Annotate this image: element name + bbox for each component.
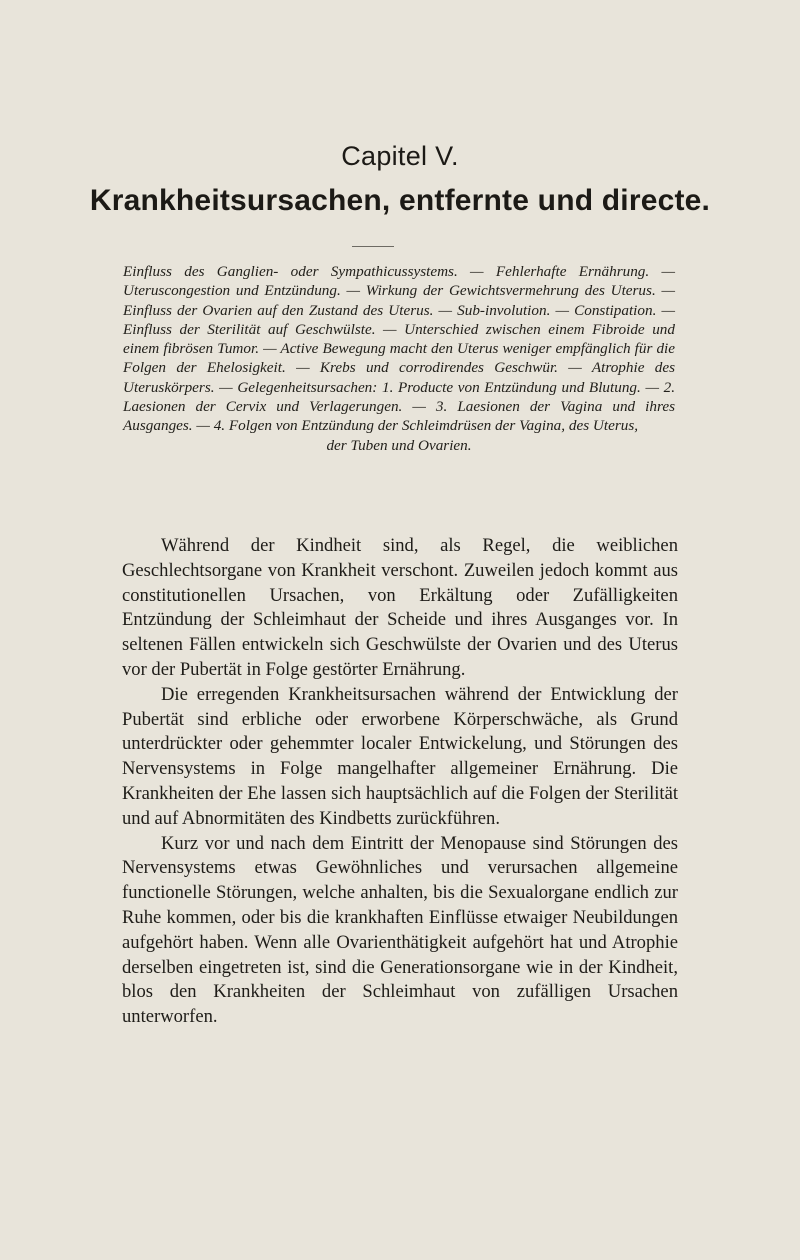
paragraph-3: Kurz vor und nach dem Eintritt der Menopause sind Störungen des Nervensystems etwas Gewöhnliches und verursachen allgemeine functionelle Störungen, welche anhalten, bis die Sexualorgane endlich zur Ruhe kommen, oder bis die krankhaften Einflüsse etwaiger Neubildungen aufgehört haben. Wenn alle Ovarienthätigkeit aufgehört hat und Atrophie derselben eingetreten ist, sind die Generationsorgane wie in der Kindheit, blos den Krankheiten der Schleimhaut von zufälligen Ursachen unterworfen. (122, 832, 678, 1028)
body-text (122, 534, 678, 1030)
chapter-synopsis (123, 262, 675, 455)
synopsis-text: Einfluss des Ganglien- oder Sympathicussystems. — Fehlerhafte Ernährung. — Uteruscongestion und Entzündung. — Wirkung der Gewichtsvermehrung des Uterus. — Einfluss der Ovarien auf den Zustand des Uterus. — Sub-involution. — Constipation. — Einfluss der Sterilität auf Geschwülste. — Unterschied zwischen einem Fibroide und einem fibrösen Tumor. — Active Bewegung macht den Uterus weniger empfänglich für die Folgen der Ehelosigkeit. — Krebs und corrodirendes Geschwür. — Atrophie des Uteruskörpers. — Gelegenheitsursachen: 1. Producte von Entzündung und Blutung. — 2. Laesionen der Cervix und Verlagerungen. — 3. Laesionen der Vagina und ihres Ausganges. — 4. Folgen von Entzündung der Schleimdrüsen der Vagina, des Uterus, (123, 263, 675, 435)
paragraph-2: Die erregenden Krankheitsursachen während der Entwicklung der Pubertät sind erbliche oder erworbene Körperschwäche, als Grund unterdrückter oder gehemmter localer Entwickelung, und Störungen des Nervensystems in Folge mangelhafter allgemeiner Ernährung. Die Krankheiten der Ehe lassen sich hauptsächlich auf die Folgen der Sterilität und auf Abnormitäten des Kindbetts zurückführen. (122, 683, 678, 829)
chapter-number: Capitel V. (341, 141, 459, 171)
synopsis-last-line: der Tuben und Ovarien. (326, 436, 472, 454)
paragraph-1: Während der Kindheit sind, als Regel, die weiblichen Geschlechtsorgane von Krankheit verschont. Zuweilen jedoch kommt aus constitutionellen Ursachen, von Erkältung oder Zufälligkeiten Entzündung der Schleimhaut der Scheide und ihres Ausganges vor. In seltenen Fällen entwickeln sich Geschwülste der Ovarien und des Uterus vor der Pubertät in Folge gestörter Ernährung. (122, 535, 678, 680)
chapter-title: Krankheitsursachen, entfernte und directe. (89, 184, 711, 217)
title-divider (352, 246, 394, 247)
